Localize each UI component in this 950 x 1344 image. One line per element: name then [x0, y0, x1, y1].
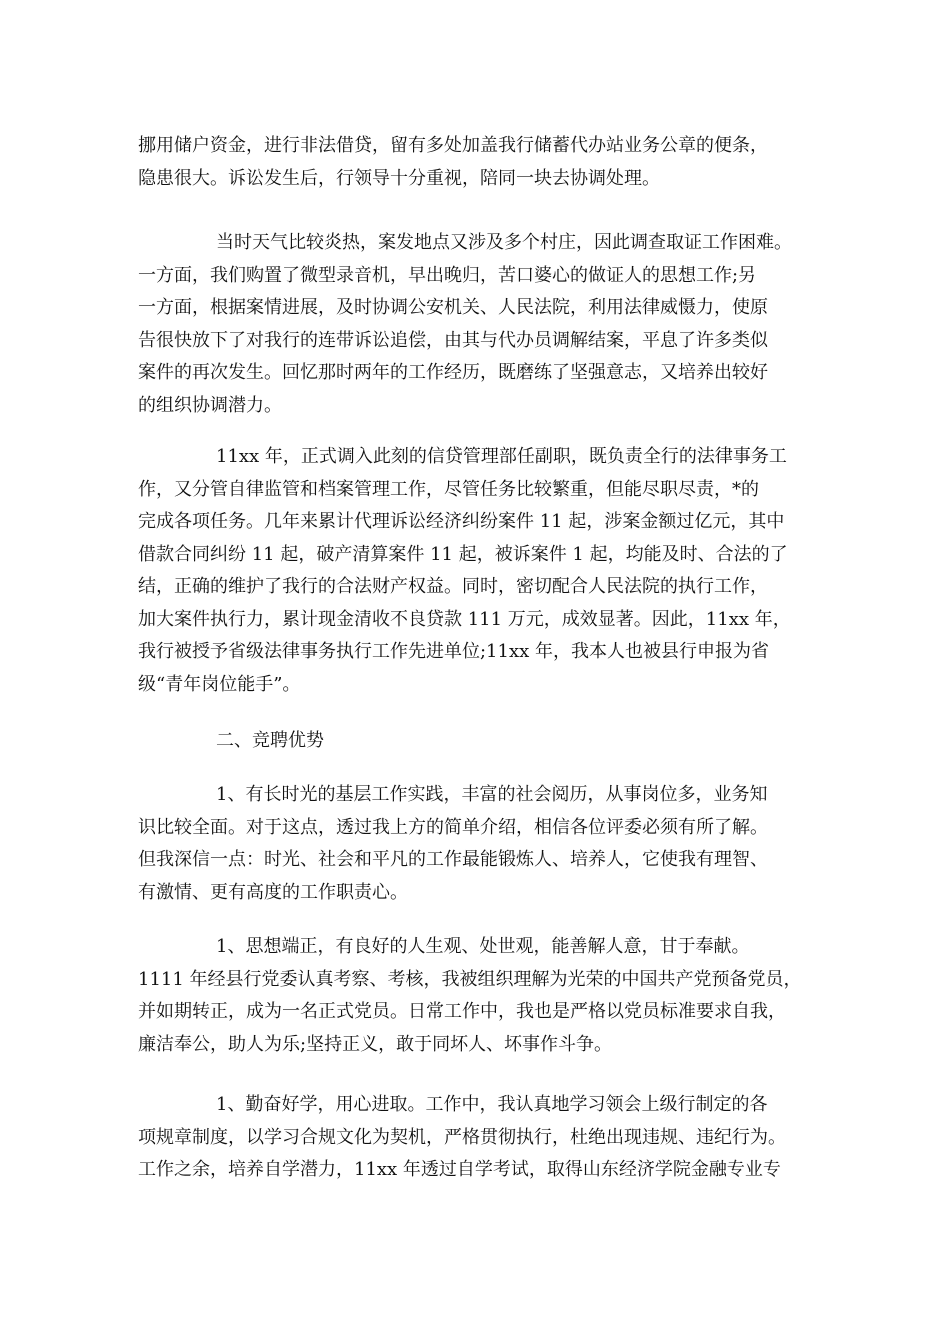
text-line: 借款合同纠纷 11 起，破产清算案件 11 起，被诉案件 1 起，均能及时、合法的了: [138, 543, 788, 565]
text-line: 11xx 年，正式调入此刻的信贷管理部任副职，既负责全行的法律事务工: [216, 446, 787, 467]
text-line: 告很快放下了对我行的连带诉讼追偿，由其与代办员调解结案，平息了许多类似: [138, 329, 768, 351]
text-line: 级“青年岗位能手”。: [138, 673, 301, 695]
text-line: 识比较全面。对于这点，透过我上方的简单介绍，相信各位评委必须有所了解。: [138, 816, 768, 838]
text-line: 廉洁奉公，助人为乐;坚持正义，敢于同坏人、坏事作斗争。: [138, 1033, 613, 1055]
text-line: 1111 年经县行党委认真考察、考核，我被组织理解为光荣的中国共产党预备党员，: [138, 968, 802, 990]
text-line: 结，正确的维护了我行的合法财产权益。同时，密切配合人民法院的执行工作，: [138, 576, 768, 597]
text-line: 案件的再次发生。回忆那时两年的工作经历，既磨练了坚强意志，又培养出较好: [138, 362, 768, 383]
text-line: 但我深信一点：时光、社会和平凡的工作最能锻炼人、培养人，它使我有理智、: [138, 849, 768, 870]
text-line: 作，又分管自律监管和档案管理工作，尽管任务比较繁重，但能尽职尽责，*的: [138, 478, 759, 500]
text-line: 1、思想端正，有良好的人生观、处世观，能善解人意，甘于奉献。: [216, 936, 750, 957]
text-line: 的组织协调潜力。: [138, 394, 282, 416]
text-line: 当时天气比较炎热，案发地点又涉及多个村庄，因此调查取证工作困难。: [216, 232, 792, 253]
text-line: 并如期转正，成为一名正式党员。日常工作中，我也是严格以党员标准要求自我，: [138, 1001, 786, 1022]
paragraph-4: [138, 779, 838, 909]
paragraph-5: [138, 931, 838, 1061]
text-line: 项规章制度，以学习合规文化为契机，严格贯彻执行，杜绝出现违规、违纪行为。: [138, 1126, 786, 1148]
text-line: 有激情、更有高度的工作职责心。: [138, 881, 408, 903]
text-line: 1、有长时光的基层工作实践，丰富的社会阅历，从事岗位多，业务知: [216, 784, 768, 805]
text-line: 加大案件执行力，累计现金清收不良贷款 111 万元，成效显著。因此，11xx 年，: [138, 608, 791, 630]
paragraph-1: [138, 130, 838, 195]
paragraph-6: [138, 1089, 838, 1187]
text-line: 工作之余，培养自学潜力，11xx 年透过自学考试，取得山东经济学院金融专业专: [138, 1159, 781, 1180]
text-line: 1、勤奋好学，用心进取。工作中，我认真地学习领会上级行制定的各: [216, 1094, 768, 1115]
paragraph-2: [138, 227, 838, 422]
text-line: 一方面，我们购置了微型录音机，早出晚归，苦口婆心的做证人的思想工作;另: [138, 264, 757, 286]
text-line: 我行被授予省级法律事务执行工作先进单位;11xx 年，我本人也被县行申报为省: [138, 641, 769, 662]
text-line: 完成各项任务。几年来累计代理诉讼经济纠纷案件 11 起，涉案金额过亿元，其中: [138, 511, 785, 532]
text-line: 挪用储户资金，进行非法借贷，留有多处加盖我行储蓄代办站业务公章的便条，: [138, 135, 768, 156]
paragraph-3: [138, 441, 838, 701]
text-line: 隐患很大。诉讼发生后，行领导十分重视，陪同一块去协调处理。: [138, 167, 660, 189]
section-title: 二、竞聘优势: [216, 730, 324, 751]
section-heading: [138, 725, 838, 758]
text-line: 一方面，根据案情进展，及时协调公安机关、人民法院，利用法律威慑力，使原: [138, 297, 768, 318]
